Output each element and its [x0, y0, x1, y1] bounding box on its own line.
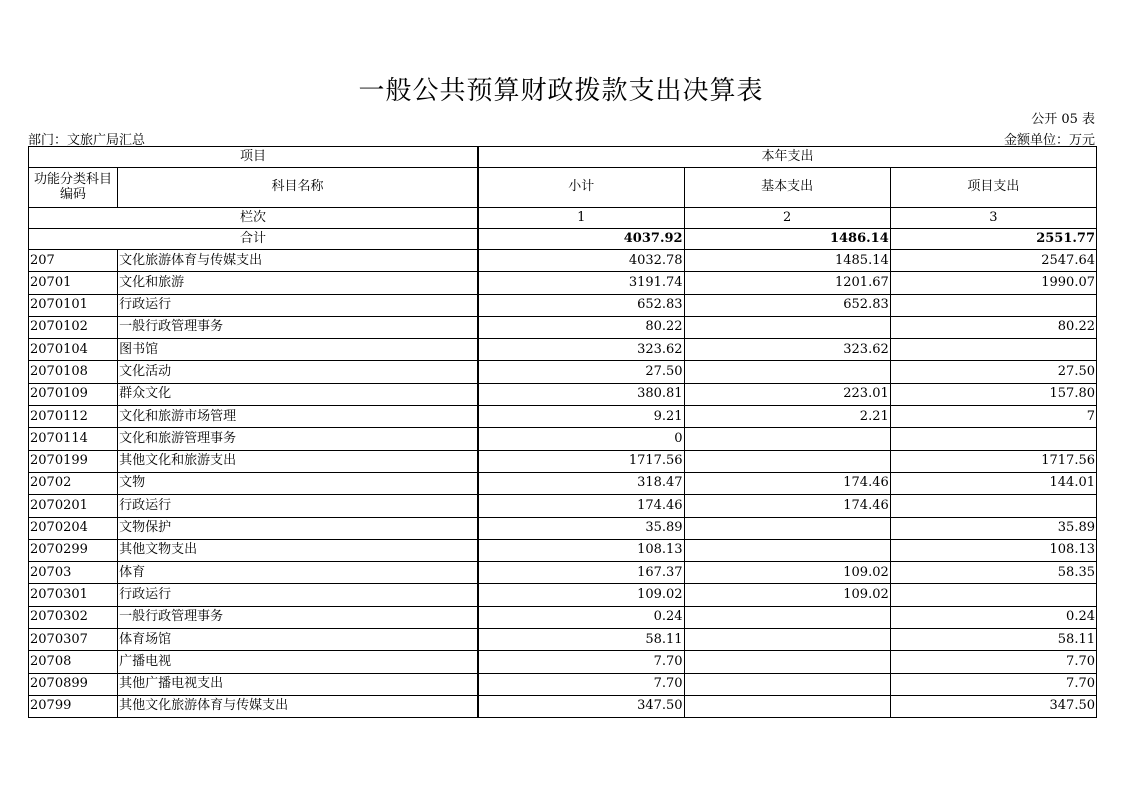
row-project: 58.35	[890, 562, 1096, 584]
row-name: 文化活动	[118, 361, 478, 383]
row-code: 2070104	[29, 339, 118, 361]
row-subtotal: 318.47	[478, 472, 684, 494]
row-basic	[684, 695, 890, 717]
row-project: 144.01	[890, 472, 1096, 494]
row-code: 2070112	[29, 406, 118, 428]
header-row-2	[29, 168, 1097, 208]
row-project: 7	[890, 406, 1096, 428]
row-name: 广播电视	[118, 651, 478, 673]
row-subtotal: 7.70	[478, 651, 684, 673]
row-name: 体育	[118, 562, 478, 584]
row-code: 2070201	[29, 495, 118, 517]
row-subtotal: 652.83	[478, 294, 684, 316]
table-row	[29, 539, 1097, 561]
row-subtotal: 0	[478, 428, 684, 450]
row-project	[890, 584, 1096, 606]
row-project: 7.70	[890, 673, 1096, 695]
row-subtotal: 35.89	[478, 517, 684, 539]
row-code: 2070108	[29, 361, 118, 383]
row-project: 58.11	[890, 629, 1096, 651]
row-name: 其他广播电视支出	[118, 673, 478, 695]
row-subtotal: 109.02	[478, 584, 684, 606]
row-subtotal: 174.46	[478, 495, 684, 517]
row-basic	[684, 517, 890, 539]
table-row	[29, 428, 1097, 450]
row-code: 2070301	[29, 584, 118, 606]
row-project: 108.13	[890, 539, 1096, 561]
row-code: 20799	[29, 695, 118, 717]
unit-label: 金额单位：万元	[1003, 133, 1095, 148]
table-row	[29, 606, 1097, 628]
row-subtotal: 7.70	[478, 673, 684, 695]
row-code: 2070299	[29, 539, 118, 561]
code-header: 功能分类科目编码	[29, 168, 118, 208]
form-number: 公开 05 表	[1031, 112, 1095, 127]
row-project: 1990.07	[890, 272, 1096, 294]
row-code: 2070199	[29, 450, 118, 472]
column-label: 栏次	[29, 208, 478, 229]
row-name: 行政运行	[118, 495, 478, 517]
total-label: 合计	[29, 229, 478, 250]
column-index-1: 1	[478, 208, 684, 229]
table-row	[29, 294, 1097, 316]
row-code: 2070114	[29, 428, 118, 450]
row-subtotal: 3191.74	[478, 272, 684, 294]
row-project: 27.50	[890, 361, 1096, 383]
table-row	[29, 562, 1097, 584]
total-row	[29, 229, 1097, 250]
project-expense-header: 项目支出	[890, 168, 1096, 208]
row-subtotal: 58.11	[478, 629, 684, 651]
row-basic: 652.83	[684, 294, 890, 316]
row-name: 文化和旅游市场管理	[118, 406, 478, 428]
subtotal-header: 小计	[478, 168, 684, 208]
row-project	[890, 428, 1096, 450]
table-row	[29, 406, 1097, 428]
row-basic	[684, 428, 890, 450]
table-row	[29, 495, 1097, 517]
page-title: 一般公共预算财政拨款支出决算表	[358, 76, 764, 106]
row-basic: 174.46	[684, 472, 890, 494]
row-project	[890, 294, 1096, 316]
column-index-2: 2	[684, 208, 890, 229]
row-code: 20702	[29, 472, 118, 494]
row-basic: 1485.14	[684, 250, 890, 272]
row-name: 文化旅游体育与传媒支出	[118, 250, 478, 272]
row-basic: 109.02	[684, 562, 890, 584]
row-basic: 223.01	[684, 383, 890, 405]
row-project: 0.24	[890, 606, 1096, 628]
row-basic	[684, 629, 890, 651]
table-row	[29, 383, 1097, 405]
table-row	[29, 695, 1097, 717]
current-year-expense-header: 本年支出	[478, 147, 1097, 168]
row-name: 文物	[118, 472, 478, 494]
row-basic	[684, 539, 890, 561]
row-name: 行政运行	[118, 294, 478, 316]
total-project: 2551.77	[890, 229, 1096, 250]
row-basic	[684, 673, 890, 695]
row-subtotal: 347.50	[478, 695, 684, 717]
row-code: 20701	[29, 272, 118, 294]
table-row	[29, 472, 1097, 494]
table-row	[29, 450, 1097, 472]
row-name: 图书馆	[118, 339, 478, 361]
row-project: 35.89	[890, 517, 1096, 539]
row-basic: 174.46	[684, 495, 890, 517]
row-project: 157.80	[890, 383, 1096, 405]
table-row	[29, 673, 1097, 695]
table-row	[29, 361, 1097, 383]
row-name: 一般行政管理事务	[118, 606, 478, 628]
row-name: 其他文化和旅游支出	[118, 450, 478, 472]
row-name: 文化和旅游管理事务	[118, 428, 478, 450]
row-subtotal: 27.50	[478, 361, 684, 383]
row-project: 347.50	[890, 695, 1096, 717]
table-row	[29, 584, 1097, 606]
row-basic	[684, 606, 890, 628]
row-code: 2070899	[29, 673, 118, 695]
expense-table	[28, 146, 1097, 718]
row-name: 体育场馆	[118, 629, 478, 651]
row-project	[890, 495, 1096, 517]
basic-header: 基本支出	[684, 168, 890, 208]
row-subtotal: 0.24	[478, 606, 684, 628]
row-code: 2070109	[29, 383, 118, 405]
header-row-1	[29, 147, 1097, 168]
row-subtotal: 1717.56	[478, 450, 684, 472]
row-code: 207	[29, 250, 118, 272]
row-code: 2070302	[29, 606, 118, 628]
row-name: 文物保护	[118, 517, 478, 539]
row-project: 7.70	[890, 651, 1096, 673]
table-row	[29, 339, 1097, 361]
row-project: 1717.56	[890, 450, 1096, 472]
table-row	[29, 517, 1097, 539]
row-name: 其他文化旅游体育与传媒支出	[118, 695, 478, 717]
row-code: 20703	[29, 562, 118, 584]
name-header: 科目名称	[118, 168, 478, 208]
row-code: 2070101	[29, 294, 118, 316]
row-project	[890, 339, 1096, 361]
table-row	[29, 316, 1097, 338]
row-project: 80.22	[890, 316, 1096, 338]
row-subtotal: 9.21	[478, 406, 684, 428]
column-index-3: 3	[890, 208, 1096, 229]
row-name: 一般行政管理事务	[118, 316, 478, 338]
column-index-row	[29, 208, 1097, 229]
table-row	[29, 629, 1097, 651]
row-code: 2070102	[29, 316, 118, 338]
project-header: 项目	[29, 147, 478, 168]
table-row	[29, 250, 1097, 272]
total-basic: 1486.14	[684, 229, 890, 250]
row-code: 2070307	[29, 629, 118, 651]
row-name: 其他文物支出	[118, 539, 478, 561]
row-project: 2547.64	[890, 250, 1096, 272]
row-name: 行政运行	[118, 584, 478, 606]
row-code: 2070204	[29, 517, 118, 539]
row-subtotal: 380.81	[478, 383, 684, 405]
row-basic	[684, 316, 890, 338]
row-subtotal: 80.22	[478, 316, 684, 338]
table-row	[29, 272, 1097, 294]
row-basic: 1201.67	[684, 272, 890, 294]
row-subtotal: 167.37	[478, 562, 684, 584]
row-basic: 323.62	[684, 339, 890, 361]
row-subtotal: 4032.78	[478, 250, 684, 272]
department-label: 部门：文旅广局汇总	[28, 133, 146, 148]
row-subtotal: 108.13	[478, 539, 684, 561]
row-subtotal: 323.62	[478, 339, 684, 361]
row-basic	[684, 651, 890, 673]
row-name: 群众文化	[118, 383, 478, 405]
total-subtotal: 4037.92	[478, 229, 684, 250]
table-row	[29, 651, 1097, 673]
row-basic	[684, 450, 890, 472]
row-name: 文化和旅游	[118, 272, 478, 294]
row-basic	[684, 361, 890, 383]
row-basic: 2.21	[684, 406, 890, 428]
row-basic: 109.02	[684, 584, 890, 606]
row-code: 20708	[29, 651, 118, 673]
